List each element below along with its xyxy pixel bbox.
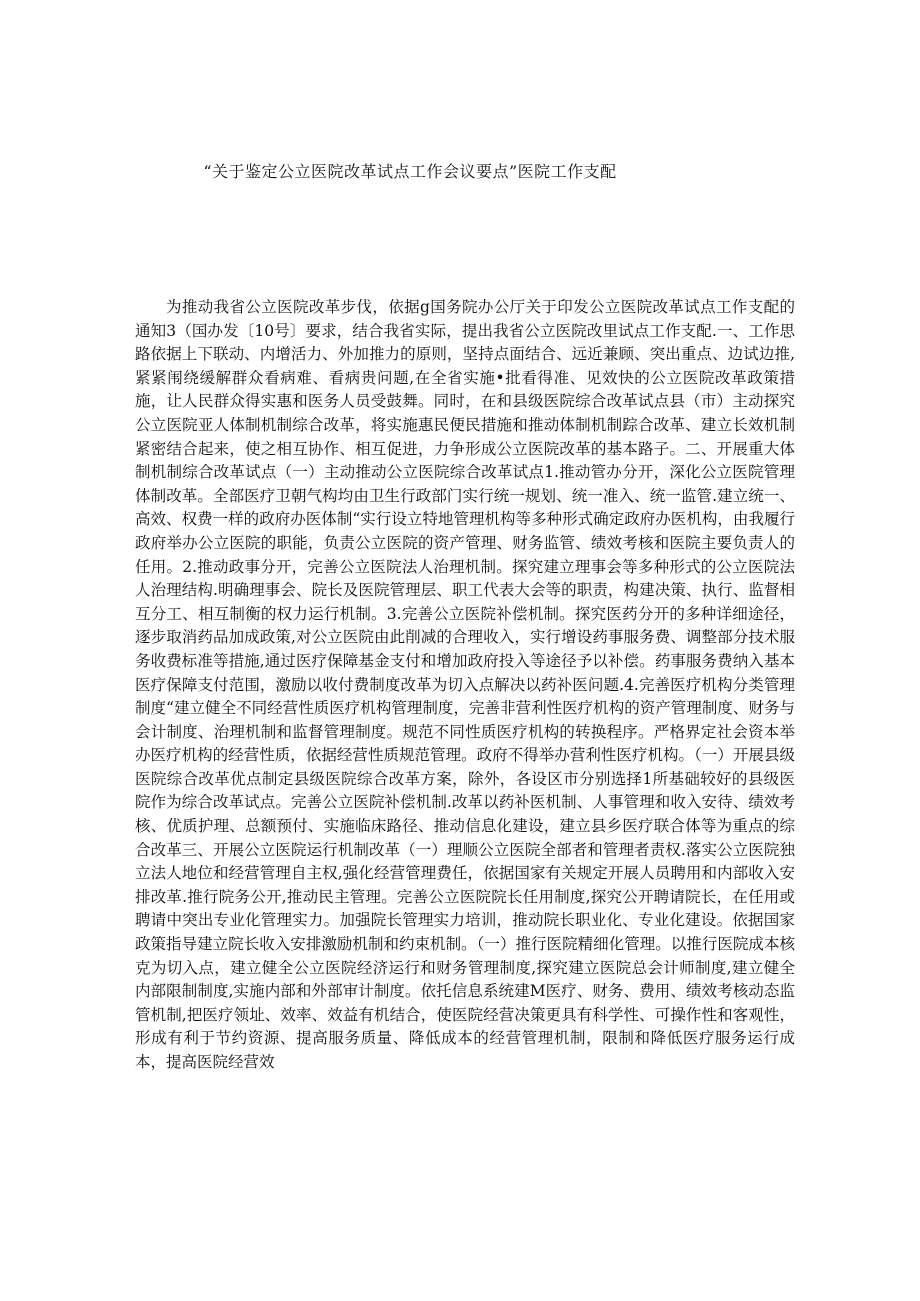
document-title: “关于鉴定公立医院改革试点工作会议要点”医院工作支配 <box>203 162 617 181</box>
document-body-paragraph: 为推动我省公立医院改革步伐，依据g国务院办公厅关于印发公立医院改革试点工作支配的通知3（国办发〔10号〕要求，结合我省实际，提出我省公立医院改里试点工作支配.一、工作思路依据上下联动、内增活力、外加推力的原则，坚持点面结合、远近兼顾、突出重点、边试边推,紧紧闱绕缓解群众看病难、看病贵问题,在全省实施•批看得准、见效快的公立医院改革政策措施，让人民群众得实惠和医务人员受鼓舞。同时，在和县级医院综合改革试点县（市）主动探究公立医院亚人体制机制综合改革，将实施惠民便民措施和推动体制机制踪合改革、建立长效机制紧密结合起来，使之相互协作、相互促进，力争形成公立医院改革的基本路子。二、开展重大体制机制综合改革试点（一）主动推动公立医院综合改革试点1.推动管办分开，深化公立医院管理体制改革。全部医疗卫朝气构均由卫生行政部门实行统一规划、统一准入、统一监管.建立统一、高效、权费一样的政府办医体制“实行设立特地管理机构等多种形式确定政府办医机构，由我履行政府举办公立医院的职能，负责公立医院的资产管理、财务监管、绩效考核和医院主要负责人的任用。2.推动政事分开，完善公立医院法人治理机制。探究建立理事会等多种形式的公立医院法人治理结构.明确理事会、院长及医院管理层、职工代表大会等的职责，构建决策、执行、监督相互分工、相互制衡的权力运行机制。3.完善公立医院补偿机制。探究医药分开的多种详细途径，逐步取消药品加成政策,对公立医院由此削减的合理收入，实行增设药事服务费、调整部分技术服务收费标准等措施,通过医疗保障基金支付和增加政府投入等途径予以补偿。药事服务费纳入基本医疗保障支付范围，激励以收付费制度改革为切入点解决以药补医问题.4.完善医疗机构分类管理制度“建立健全不同经营性质医疗机构管理制度，完善非营利性医疗机构的资产管理制度、财务与会计制度、治理机制和监督管理制度。规范不同性质医疗机构的转换程序。严格界定社会资本举办医疗机构的经营性质，依据经营性质规范管理。政府不得举办营利性医疗机构。（一）开展县级医院综合改革优点制定县级医院综合改革方案，除外，各设区市分别选择1所基础较好的县级医院作为综合改革试点。完善公立医院补偿机制.改革以药补医机制、人事管理和收入安待、绩效考核、优质护理、总额预付、实施临床路径、推动信息化建设，建立县乡医疗联合体等为重点的综合改革三、开展公立医院运行机制改革（一）理顺公立医院全部者和管理者责权.落实公立医院独立法人地位和经营管理自主权,强化经营管理费任，依据国家有关规定开展人员聘用和内部收入安排改革.推行院务公开,推动民主管理。完善公立医院院长任用制度,探究公开聘请院长，在任用或聘请中突出专业化管理实力。加强院长管理实力培训，推动院长职业化、专业化建设。依据国家政策指导建立院长收入安排激励机制和约束机制。（一）推行医院精细化管理。以推行医院成本核克为切入点，建立健全公立医院经济运行和财务管理制度,探究建立医院总会计师制度,建立健全内部限制制度,实施内部和外部审计制度。依托信息系统建M医疗、财务、费用、绩效考核动态监管机制,把医疗领址、效率、效益有机结合，使医院经营决策更具有科学性、可操作性和客观性，形成有利于节约资源、提高服务质量、降低成本的经营管理机制，限制和降低医疗服务运行成本，提高医院经营效 <box>135 298 795 1071</box>
